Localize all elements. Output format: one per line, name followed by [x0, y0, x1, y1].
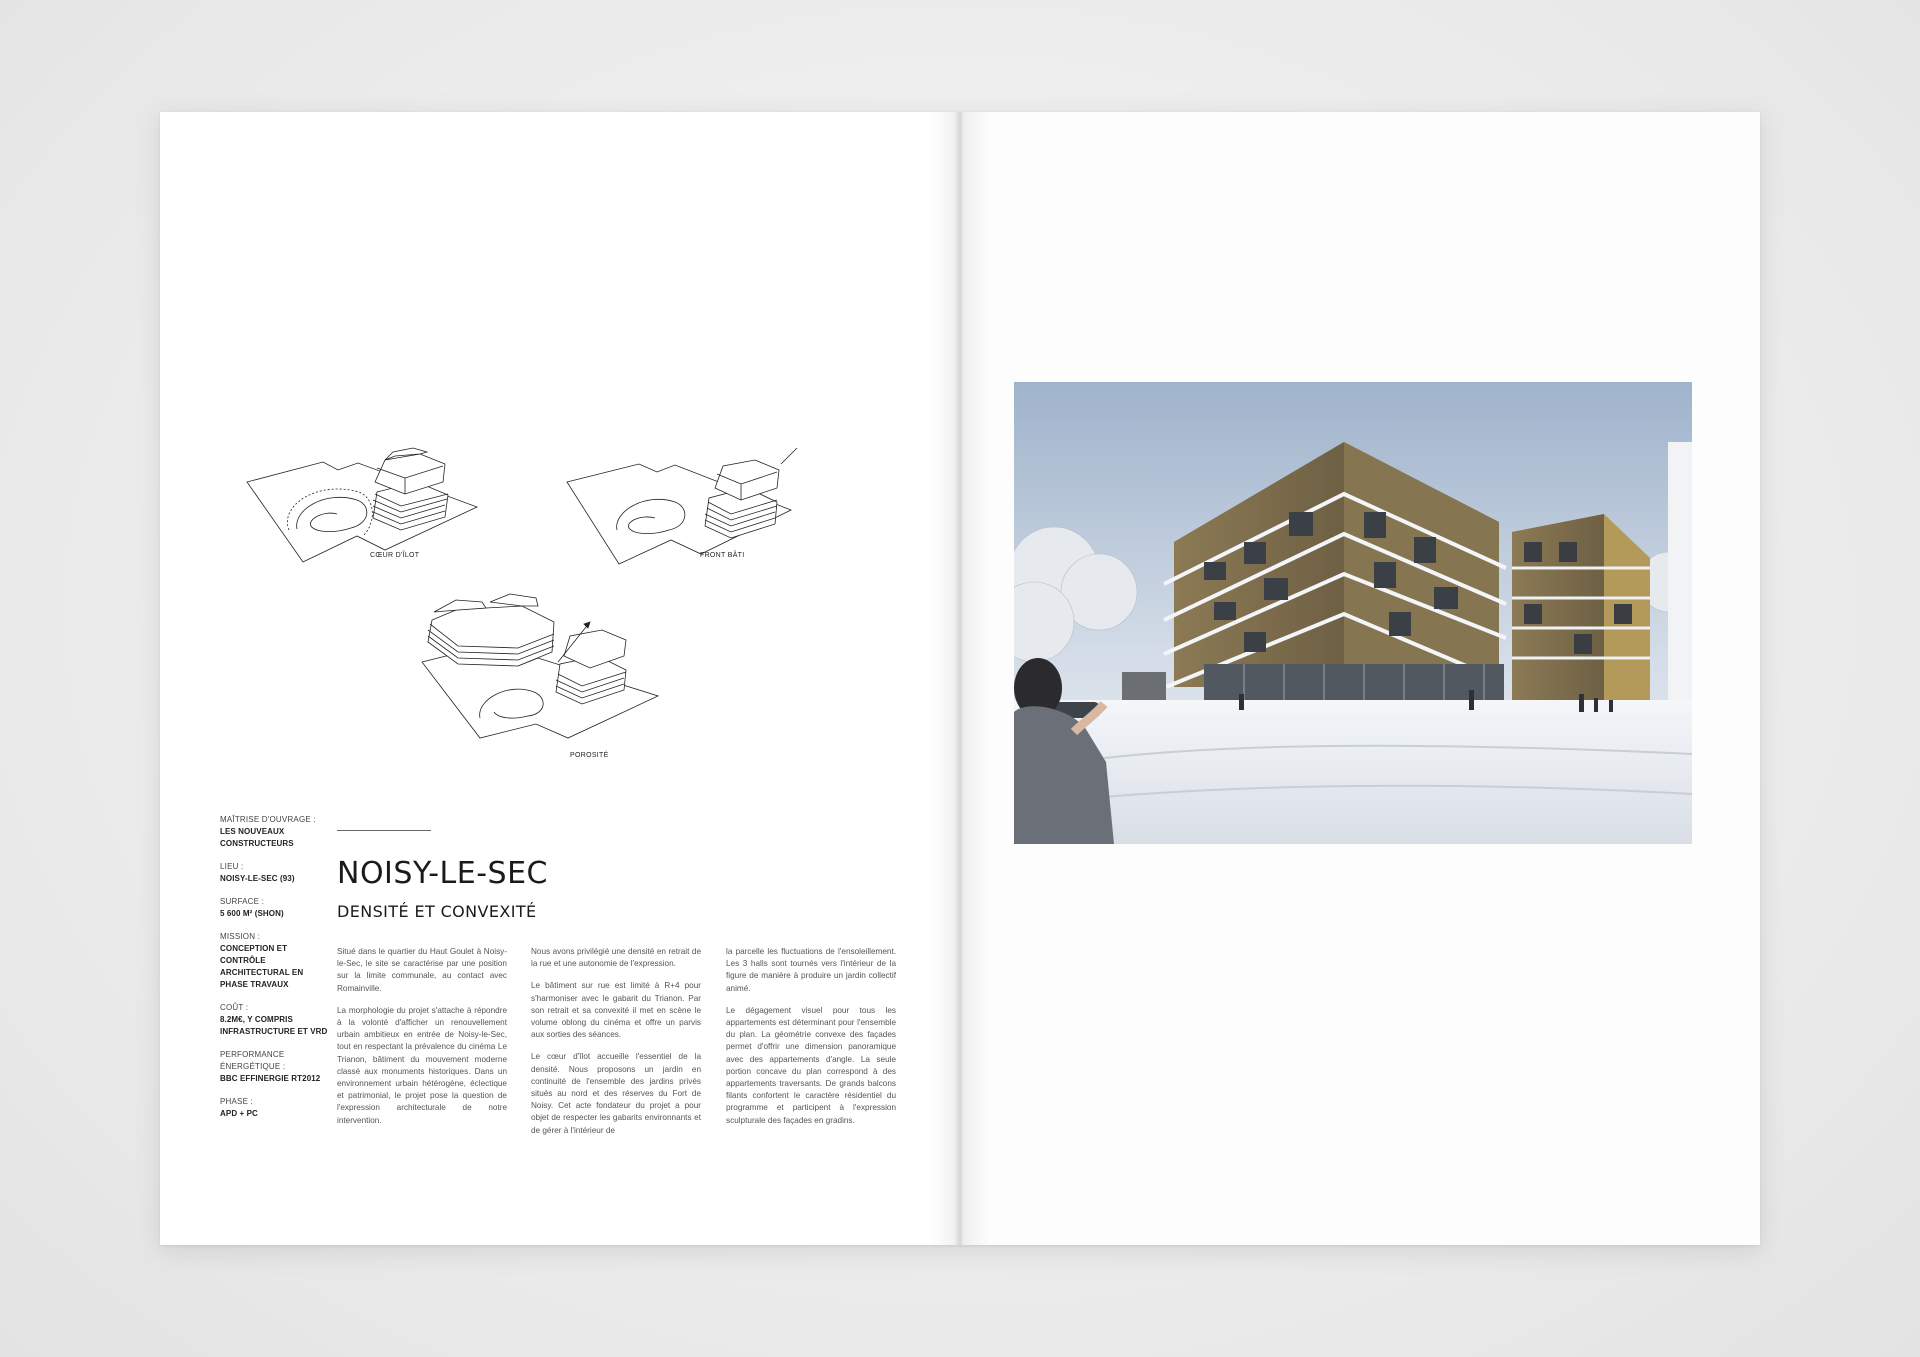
axonometric-diagram-front-bati	[565, 430, 805, 570]
info-cout: COÛT : 8.2M€, Y COMPRIS INFRASTRUCTURE ET VRD	[220, 1003, 328, 1036]
diagram-caption-coeur-dilot: CŒUR D'ÎLOT	[370, 552, 420, 559]
body-column-3	[726, 946, 896, 1137]
axonometric-diagram-coeur-dilot	[245, 422, 485, 572]
diagram-caption-porosite: POROSITÉ	[570, 752, 609, 759]
article-subtitle: DENSITÉ ET CONVEXITÉ	[337, 902, 537, 921]
paragraph: Le dégagement visuel pour tous les appartements est déterminant pour l'ensemble du plan. La géométrie convexe des façades permet d'offrir une dimension panoramique avec des appartements d'angle. La seule portion concave du plan correspond à des appartements traversants. De grands balcons filants confortent le caractère résidentiel du programme et participent à l'expression sculpturale des façades en gradins.	[726, 1005, 896, 1125]
info-phase: PHASE : APD + PC	[220, 1097, 258, 1118]
info-performance-energetique: PERFORMANCE ÉNERGÉTIQUE : BBC EFFINERGIE RT2012	[220, 1050, 321, 1083]
paragraph: la parcelle les fluctuations de l'ensoleillement. Les 3 halls sont tournés vers l'intérieur de la figure de manière à produire un jardin collectif animé.	[726, 947, 896, 993]
paragraph: Nous avons privilégié une densité en retrait de la rue et une autonomie de l'expression.	[531, 947, 701, 969]
info-mission: MISSION : CONCEPTION ET CONTRÔLE ARCHITECTURAL EN PHASE TRAVAUX	[220, 932, 304, 989]
paragraph: Situé dans le quartier du Haut Goulet à Noisy-le-Sec, le site se caractérise par une position sur la limite communale, au contact avec Romainville.	[337, 947, 507, 993]
building-rendering-photo	[1014, 382, 1692, 844]
title-divider	[337, 830, 431, 831]
paragraph: Le bâtiment sur rue est limité à R+4 pour s'harmoniser avec le gabarit du Trianon. Par son retrait et sa convexité il met en scène le volume oblong du cinéma et offre un parvis aux sorties des séances.	[531, 981, 701, 1040]
info-lieu: LIEU : NOISY-LE-SEC (93)	[220, 862, 295, 883]
diagram-caption-front-bati: FRONT BÂTI	[700, 552, 745, 559]
paragraph: Le cœur d'îlot accueille l'essentiel de la densité. Nous proposons un jardin en continuité de l'ensemble des jardins privés situés au nord et des réserves du Fort de Noisy. Cet acte fondateur du projet a pour objet de respecter les gabarits environnants et de gérer à l'intérieur de	[531, 1052, 701, 1135]
info-maitrise-douvrage: MAÎTRISE D'OUVRAGE : LES NOUVEAUX CONSTRUCTEURS	[220, 815, 316, 848]
paragraph: La morphologie du projet s'attache à répondre à la volonté d'afficher un renouvellement urbain ambitieux en entrée de Noisy-le-Sec, tout en respectant la prévalence du cinéma Le Trianon, bâtiment du mouvement moderne classé aux monuments historiques. Dans un environnement urbain hétérogène, éclectique et patrimonial, le projet pose la question de l'expression architecturale de notre intervention.	[337, 1005, 507, 1125]
right-page	[960, 112, 1760, 1245]
magazine-spread	[160, 112, 1760, 1245]
axonometric-diagram-porosite	[418, 592, 678, 742]
info-surface: SURFACE : 5 600 M² (SHON)	[220, 897, 284, 918]
body-column-2	[531, 946, 701, 1147]
body-column-1	[337, 946, 507, 1137]
project-info-sidebar	[220, 814, 330, 1131]
article-title: NOISY-LE-SEC	[337, 856, 548, 891]
left-page	[160, 112, 960, 1245]
